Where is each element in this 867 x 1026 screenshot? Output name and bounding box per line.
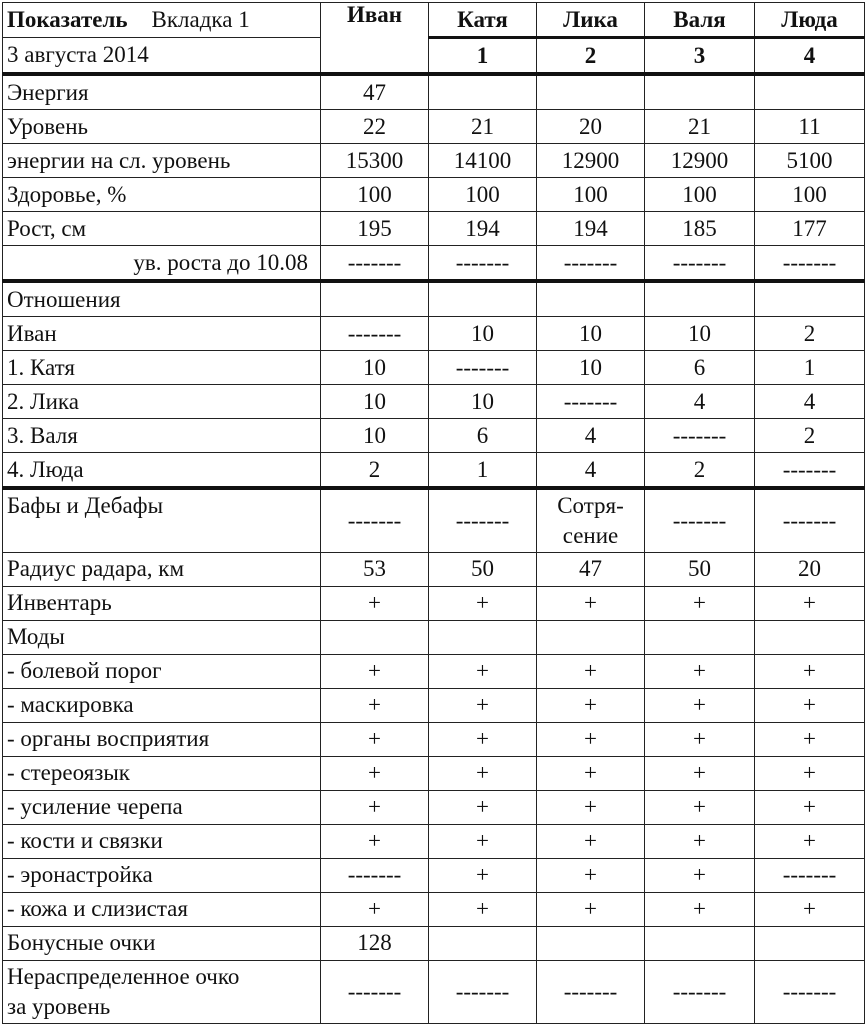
mod-value: + xyxy=(755,756,865,790)
bonus-value xyxy=(645,926,755,960)
header-row xyxy=(3,3,865,38)
mod-value: + xyxy=(429,858,537,892)
mod-value: + xyxy=(537,858,645,892)
mod-value: + xyxy=(429,824,537,858)
stat-value: 194 xyxy=(537,212,645,246)
buff-line: Сотря- xyxy=(557,493,624,519)
bonus-value xyxy=(537,926,645,960)
radar-value: 47 xyxy=(537,552,645,586)
mod-value: + xyxy=(321,790,429,824)
buff-line: сение xyxy=(562,523,619,549)
stat-value: 100 xyxy=(645,178,755,212)
mod-value: + xyxy=(429,790,537,824)
mod-value: + xyxy=(429,722,537,756)
mod-value: + xyxy=(537,654,645,688)
mod-value: + xyxy=(429,756,537,790)
mod-label: - органы восприятия xyxy=(3,722,321,756)
stat-label: Рост, см xyxy=(3,212,321,246)
relation-value: 2 xyxy=(755,419,865,453)
unassigned-label xyxy=(3,960,321,1023)
stat-value: 100 xyxy=(537,178,645,212)
stat-value: 22 xyxy=(321,110,429,144)
mod-row xyxy=(3,892,865,926)
stat-value: 100 xyxy=(755,178,865,212)
empty-cell xyxy=(755,620,865,654)
radar-value: 20 xyxy=(755,552,865,586)
mod-value: + xyxy=(755,688,865,722)
stat-value: 21 xyxy=(429,110,537,144)
buff-value-lika xyxy=(537,488,645,552)
inventory-value: + xyxy=(321,586,429,620)
mod-value: + xyxy=(755,790,865,824)
inventory-label: Инвентарь xyxy=(3,586,321,620)
player-header-lika: Лика xyxy=(537,3,645,38)
mod-value: + xyxy=(321,688,429,722)
stat-label: Уровень xyxy=(3,110,321,144)
radar-value: 53 xyxy=(321,552,429,586)
relation-value: 10 xyxy=(429,385,537,419)
player-header-valya: Валя xyxy=(645,3,755,38)
mod-value: + xyxy=(537,892,645,926)
header-row-2 xyxy=(3,38,865,75)
bonus-value: 128 xyxy=(321,926,429,960)
stat-label: Энергия xyxy=(3,74,321,110)
mod-value: + xyxy=(429,892,537,926)
radar-label: Радиус радара, км xyxy=(3,552,321,586)
stat-value: 12900 xyxy=(537,144,645,178)
mod-value: + xyxy=(645,858,755,892)
unassigned-line: Нераспределенное очко xyxy=(7,963,240,989)
stat-value: 100 xyxy=(429,178,537,212)
mod-value: + xyxy=(755,654,865,688)
relation-value: 4 xyxy=(645,385,755,419)
relation-value: 10 xyxy=(321,419,429,453)
player-number-4: 4 xyxy=(755,38,865,75)
inventory-value: + xyxy=(537,586,645,620)
relations-title: Отношения xyxy=(3,281,321,317)
mod-label: - маскировка xyxy=(3,688,321,722)
mod-value: + xyxy=(645,790,755,824)
stat-value: 20 xyxy=(537,110,645,144)
mod-value: + xyxy=(537,756,645,790)
stat-value: ------- xyxy=(537,246,645,282)
stat-row-health xyxy=(3,178,865,212)
relation-label: Иван xyxy=(3,317,321,351)
unassigned-line: за уровень xyxy=(7,993,111,1019)
mod-row xyxy=(3,858,865,892)
unassigned-value: ------- xyxy=(429,960,537,1023)
player-header-katya: Катя xyxy=(429,3,537,38)
radar-row xyxy=(3,552,865,586)
relation-value: ------- xyxy=(537,385,645,419)
mod-label: - кожа и слизистая xyxy=(3,892,321,926)
stat-value: 100 xyxy=(321,178,429,212)
buff-value: ------- xyxy=(645,488,755,552)
mod-value: + xyxy=(537,824,645,858)
bonus-row xyxy=(3,926,865,960)
empty-cell xyxy=(537,281,645,317)
bonus-value xyxy=(755,926,865,960)
buff-value: ------- xyxy=(429,488,537,552)
relation-value: ------- xyxy=(429,351,537,385)
unassigned-value: ------- xyxy=(537,960,645,1023)
stat-row-energy xyxy=(3,74,865,110)
stat-label: Здоровье, % xyxy=(3,178,321,212)
relation-value: 2 xyxy=(321,453,429,489)
mod-label: - стереоязык xyxy=(3,756,321,790)
mod-value: + xyxy=(537,790,645,824)
empty-cell xyxy=(321,620,429,654)
mod-value: + xyxy=(755,824,865,858)
buff-value: ------- xyxy=(321,488,429,552)
player-header-ivan: Иван xyxy=(321,3,429,75)
mod-row xyxy=(3,790,865,824)
stat-value xyxy=(755,74,865,110)
mods-title-row xyxy=(3,620,865,654)
stat-row-height-growth xyxy=(3,246,865,282)
header-title: Показатель xyxy=(7,7,128,32)
mod-value: + xyxy=(321,892,429,926)
empty-cell xyxy=(429,281,537,317)
header-date: 3 августа 2014 xyxy=(3,38,321,75)
mod-value: + xyxy=(645,756,755,790)
relation-value: 10 xyxy=(429,317,537,351)
relation-value: 10 xyxy=(321,351,429,385)
relation-value: 1 xyxy=(429,453,537,489)
unassigned-value: ------- xyxy=(645,960,755,1023)
buff-value: ------- xyxy=(755,488,865,552)
mod-row xyxy=(3,654,865,688)
relation-value: 6 xyxy=(645,351,755,385)
player-number-1: 1 xyxy=(429,38,537,75)
player-number-2: 2 xyxy=(537,38,645,75)
mod-value: + xyxy=(645,688,755,722)
relation-row xyxy=(3,385,865,419)
empty-cell xyxy=(321,281,429,317)
mod-value: + xyxy=(537,688,645,722)
empty-cell xyxy=(645,281,755,317)
mod-row xyxy=(3,722,865,756)
stat-value: 177 xyxy=(755,212,865,246)
stat-value: 21 xyxy=(645,110,755,144)
mod-label: - усиление черепа xyxy=(3,790,321,824)
stat-value: 185 xyxy=(645,212,755,246)
stat-value xyxy=(645,74,755,110)
inventory-row xyxy=(3,586,865,620)
relation-value: 10 xyxy=(321,385,429,419)
mod-value: + xyxy=(755,892,865,926)
stat-label: ув. роста до 10.08 xyxy=(3,246,321,282)
mod-value: + xyxy=(755,722,865,756)
relation-value: ------- xyxy=(321,317,429,351)
empty-cell xyxy=(429,620,537,654)
radar-value: 50 xyxy=(645,552,755,586)
relation-row xyxy=(3,351,865,385)
relation-value: 6 xyxy=(429,419,537,453)
mods-title: Моды xyxy=(3,620,321,654)
unassigned-value: ------- xyxy=(321,960,429,1023)
relation-value: 10 xyxy=(537,351,645,385)
empty-cell xyxy=(537,620,645,654)
mod-value: + xyxy=(537,722,645,756)
stat-value: 14100 xyxy=(429,144,537,178)
mod-value: + xyxy=(645,824,755,858)
header-title-cell xyxy=(3,3,321,38)
relation-value: 2 xyxy=(755,317,865,351)
relation-row xyxy=(3,317,865,351)
unassigned-value: ------- xyxy=(755,960,865,1023)
stat-value xyxy=(429,74,537,110)
bonus-label: Бонусные очки xyxy=(3,926,321,960)
stat-value: 194 xyxy=(429,212,537,246)
buffs-label: Бафы и Дебафы xyxy=(3,488,321,552)
relation-value: 4 xyxy=(537,419,645,453)
empty-cell xyxy=(755,281,865,317)
relation-label: 1. Катя xyxy=(3,351,321,385)
player-header-lyuda: Люда xyxy=(755,3,865,38)
stat-value: ------- xyxy=(645,246,755,282)
stat-value: 5100 xyxy=(755,144,865,178)
relations-title-row xyxy=(3,281,865,317)
radar-value: 50 xyxy=(429,552,537,586)
stat-row-level xyxy=(3,110,865,144)
mod-row xyxy=(3,824,865,858)
stat-value: ------- xyxy=(321,246,429,282)
unassigned-row xyxy=(3,960,865,1023)
mod-label: - кости и связки xyxy=(3,824,321,858)
mod-value: ------- xyxy=(321,858,429,892)
mod-row xyxy=(3,756,865,790)
relation-row xyxy=(3,419,865,453)
relation-value: 1 xyxy=(755,351,865,385)
stat-value: 15300 xyxy=(321,144,429,178)
relation-value: 10 xyxy=(645,317,755,351)
relation-value: ------- xyxy=(645,419,755,453)
mod-value: ------- xyxy=(755,858,865,892)
stat-value xyxy=(537,74,645,110)
inventory-value: + xyxy=(429,586,537,620)
mod-value: + xyxy=(429,654,537,688)
mod-row xyxy=(3,688,865,722)
header-tab: Вкладка 1 xyxy=(151,7,250,32)
inventory-value: + xyxy=(755,586,865,620)
relation-value: ------- xyxy=(755,453,865,489)
relation-value: 10 xyxy=(537,317,645,351)
mod-value: + xyxy=(645,722,755,756)
stat-row-height xyxy=(3,212,865,246)
buffs-row xyxy=(3,488,865,552)
relation-label: 4. Люда xyxy=(3,453,321,489)
relation-row xyxy=(3,453,865,489)
mod-value: + xyxy=(321,722,429,756)
mod-value: + xyxy=(321,824,429,858)
mod-label: - эронастройка xyxy=(3,858,321,892)
relation-label: 3. Валя xyxy=(3,419,321,453)
inventory-value: + xyxy=(645,586,755,620)
stat-value: 195 xyxy=(321,212,429,246)
relation-value: 2 xyxy=(645,453,755,489)
stats-table xyxy=(2,2,865,1024)
stat-value: 11 xyxy=(755,110,865,144)
stat-value: ------- xyxy=(755,246,865,282)
mod-label: - болевой порог xyxy=(3,654,321,688)
relation-value: 4 xyxy=(755,385,865,419)
mod-value: + xyxy=(645,654,755,688)
empty-cell xyxy=(645,620,755,654)
stat-row-energy-next xyxy=(3,144,865,178)
mod-value: + xyxy=(645,892,755,926)
stat-value: 47 xyxy=(321,74,429,110)
bonus-value xyxy=(429,926,537,960)
stat-value: ------- xyxy=(429,246,537,282)
stat-label: энергии на сл. уровень xyxy=(3,144,321,178)
relation-value: 4 xyxy=(537,453,645,489)
mod-value: + xyxy=(321,756,429,790)
player-number-3: 3 xyxy=(645,38,755,75)
mod-value: + xyxy=(429,688,537,722)
relation-label: 2. Лика xyxy=(3,385,321,419)
mod-value: + xyxy=(321,654,429,688)
stat-value: 12900 xyxy=(645,144,755,178)
